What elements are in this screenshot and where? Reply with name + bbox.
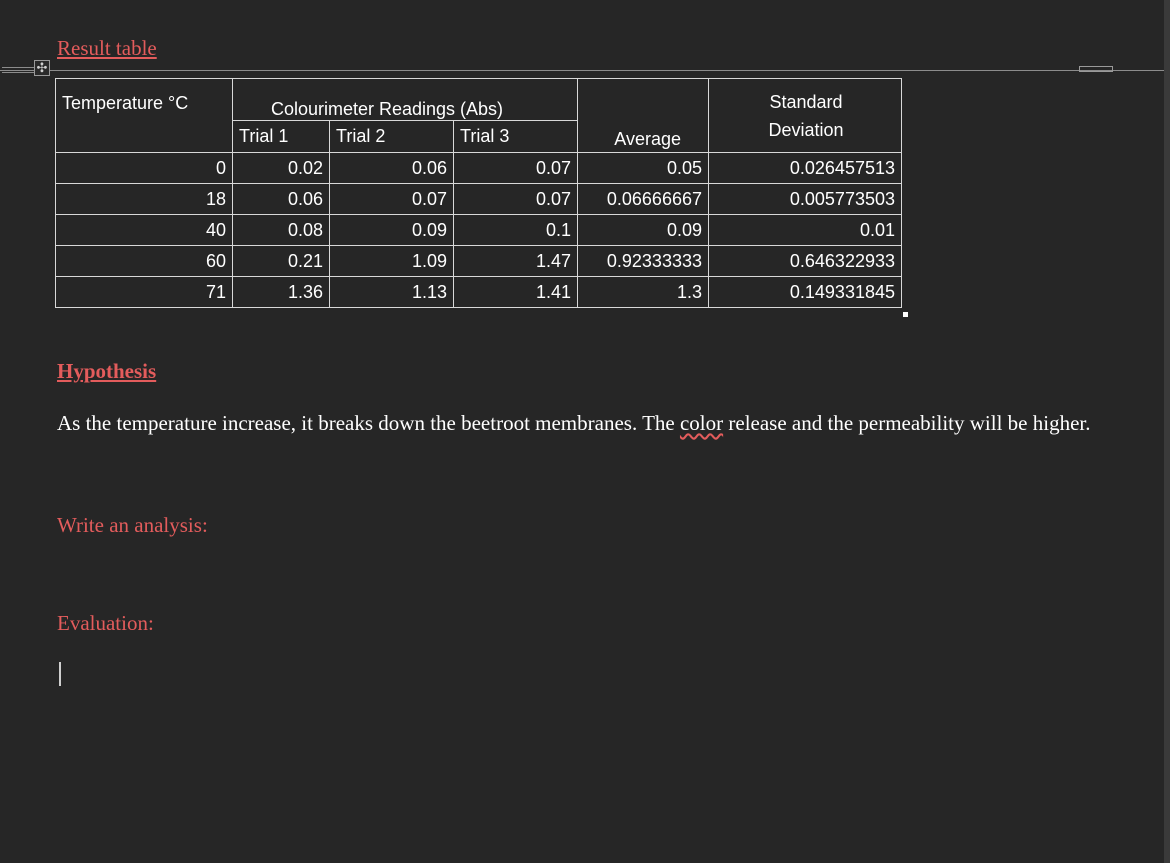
hypothesis-paragraph[interactable] (57, 410, 1097, 437)
table-row[interactable] (56, 184, 902, 215)
header-std-line1: Standard (769, 91, 843, 112)
result-table-heading: Result table (57, 36, 157, 60)
cell-trial-3[interactable]: 0.07 (454, 153, 578, 184)
table-row[interactable] (56, 277, 902, 308)
evaluation-prompt: Evaluation: (57, 611, 154, 635)
text-cursor (59, 662, 61, 686)
cell-trial-3[interactable]: 1.41 (454, 277, 578, 308)
cell-temperature[interactable]: 18 (56, 184, 233, 215)
table-row-guide (0, 70, 1164, 71)
cell-trial-3[interactable]: 0.1 (454, 215, 578, 246)
header-average[interactable]: Average (578, 79, 709, 153)
hypothesis-text-end: release and the permeability will be higher. (723, 411, 1091, 435)
cell-std-dev[interactable]: 0.005773503 (709, 184, 902, 215)
header-std-line2: Deviation (768, 119, 844, 140)
end-of-row-marker (903, 312, 908, 317)
cell-trial-2[interactable]: 1.13 (330, 277, 454, 308)
header-trial-3[interactable]: Trial 3 (454, 121, 578, 153)
cell-trial-1[interactable]: 1.36 (233, 277, 330, 308)
cell-trial-2[interactable]: 0.06 (330, 153, 454, 184)
left-indent-marker[interactable] (2, 67, 34, 73)
cell-trial-3[interactable]: 0.07 (454, 184, 578, 215)
move-arrows-icon[interactable]: ✣ (34, 60, 50, 76)
cell-temperature[interactable]: 60 (56, 246, 233, 277)
cell-temperature[interactable]: 71 (56, 277, 233, 308)
hypothesis-heading: Hypothesis (57, 359, 157, 383)
cell-trial-1[interactable]: 0.21 (233, 246, 330, 277)
cell-temperature[interactable]: 0 (56, 153, 233, 184)
hypothesis-text-start: As the temperature increase, it breaks down the beetroot membranes. The (57, 411, 680, 435)
spelling-flagged-word[interactable]: color (679, 411, 724, 435)
column-resize-handle[interactable] (1079, 66, 1113, 72)
cell-average[interactable]: 0.09 (578, 215, 709, 246)
cell-average[interactable]: 0.92333333 (578, 246, 709, 277)
cell-average[interactable]: 0.05 (578, 153, 709, 184)
cell-trial-1[interactable]: 0.02 (233, 153, 330, 184)
cell-std-dev[interactable]: 0.026457513 (709, 153, 902, 184)
header-standard-deviation[interactable] (709, 79, 902, 153)
cell-trial-2[interactable]: 1.09 (330, 246, 454, 277)
cell-std-dev[interactable]: 0.149331845 (709, 277, 902, 308)
cell-trial-1[interactable]: 0.06 (233, 184, 330, 215)
analysis-prompt: Write an analysis: (57, 513, 208, 537)
result-table[interactable] (55, 78, 902, 308)
header-readings-group[interactable]: Colourimeter Readings (Abs) (233, 79, 578, 121)
cell-std-dev[interactable]: 0.01 (709, 215, 902, 246)
table-row[interactable] (56, 246, 902, 277)
cell-average[interactable]: 0.06666667 (578, 184, 709, 215)
cell-trial-2[interactable]: 0.09 (330, 215, 454, 246)
cell-trial-3[interactable]: 1.47 (454, 246, 578, 277)
cell-trial-2[interactable]: 0.07 (330, 184, 454, 215)
cell-trial-1[interactable]: 0.08 (233, 215, 330, 246)
table-row[interactable] (56, 215, 902, 246)
header-temperature[interactable]: Temperature °C (56, 79, 233, 153)
table-row[interactable] (56, 153, 902, 184)
header-trial-1[interactable]: Trial 1 (233, 121, 330, 153)
cell-temperature[interactable]: 40 (56, 215, 233, 246)
header-trial-2[interactable]: Trial 2 (330, 121, 454, 153)
cell-average[interactable]: 1.3 (578, 277, 709, 308)
cell-std-dev[interactable]: 0.646322933 (709, 246, 902, 277)
window-edge (1164, 0, 1170, 863)
